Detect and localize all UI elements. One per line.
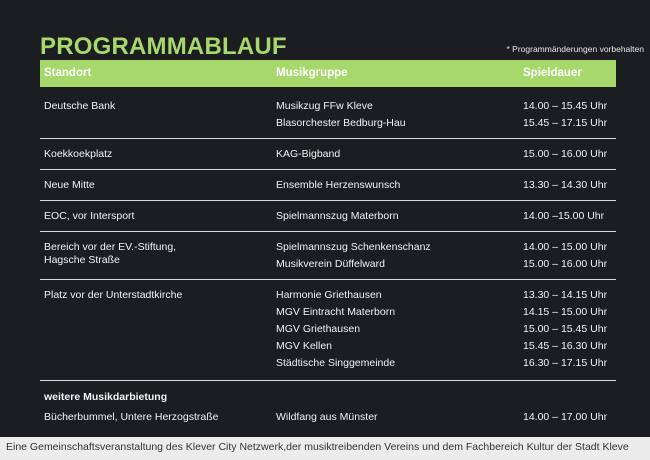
group-cell: Spielmannszug Schenkenschanz [276, 241, 431, 253]
location-cell: Hagsche Straße [44, 254, 120, 266]
time-cell: 13.30 – 14.15 Uhr [523, 289, 608, 301]
table-row [40, 170, 616, 201]
extra-heading: weitere Musikdarbietung [44, 391, 168, 403]
group-cell: MGV Kellen [276, 340, 333, 352]
group-cell: Musikverein Düffelward [276, 258, 385, 270]
time-cell: 14.00 –15.00 Uhr [523, 210, 605, 222]
footer-text: Eine Gemeinschaftsveranstaltung des Klever City Netzwerk,der musiktreibenden Vereins und dem Fachbereich Kultur der Stadt Kleve [6, 441, 629, 453]
location-cell: Bereich vor der EV.-Stiftung, [44, 241, 177, 253]
group-cell: MGV Eintracht Materborn [276, 306, 396, 318]
time-cell: 14.00 – 15.45 Uhr [523, 100, 608, 112]
time-cell: 15.00 – 15.45 Uhr [523, 323, 608, 335]
footer-bar [0, 437, 650, 460]
time-cell: 15.00 – 16.00 Uhr [523, 258, 608, 270]
table-row [40, 87, 616, 139]
schedule-table [40, 87, 616, 426]
time-cell: 14.00 – 15.00 Uhr [523, 241, 608, 253]
time-cell: 14.00 – 17.00 Uhr [523, 411, 608, 423]
table-header [40, 60, 616, 87]
time-cell: 15.45 – 17.15 Uhr [523, 117, 608, 129]
group-cell: Musikzug FFw Kleve [276, 100, 373, 112]
table-row [40, 139, 616, 170]
table-row [40, 280, 616, 381]
group-cell: Harmonie Griethausen [276, 289, 382, 301]
table-row [40, 232, 616, 280]
table-row [40, 201, 616, 232]
group-cell: Ensemble Herzenswunsch [276, 179, 401, 191]
location-cell: Platz vor der Unterstadtkirche [44, 289, 183, 301]
table-row [40, 381, 616, 426]
group-cell: Spielmannszug Materborn [276, 210, 399, 222]
location-cell: Koekkoekplatz [44, 148, 113, 160]
time-cell: 14.15 – 15.00 Uhr [523, 306, 608, 318]
header-group: Musikgruppe [276, 67, 348, 79]
location-cell: EOC, vor Intersport [44, 210, 135, 222]
header-duration: Spieldauer [523, 67, 582, 79]
time-cell: 16.30 – 17.15 Uhr [523, 357, 608, 369]
group-cell: Blasorchester Bedburg-Hau [276, 117, 406, 129]
group-cell: KAG-Bigband [276, 148, 341, 160]
time-cell: 13.30 – 14.30 Uhr [523, 179, 608, 191]
page-title: PROGRAMMABLAUF [40, 33, 287, 60]
header-location: Standort [44, 67, 92, 79]
group-cell: MGV Griethausen [276, 323, 361, 335]
location-cell: Bücherbummel, Untere Herzogstraße [44, 411, 219, 423]
change-note: * Programmänderungen vorbehalten [506, 44, 644, 54]
location-cell: Neue Mitte [44, 179, 95, 191]
time-cell: 15.45 – 16.30 Uhr [523, 340, 608, 352]
group-cell: Wildfang aus Münster [276, 411, 378, 423]
time-cell: 15.00 – 16.00 Uhr [523, 148, 608, 160]
location-cell: Deutsche Bank [44, 100, 116, 112]
group-cell: Städtische Singgemeinde [276, 357, 396, 369]
